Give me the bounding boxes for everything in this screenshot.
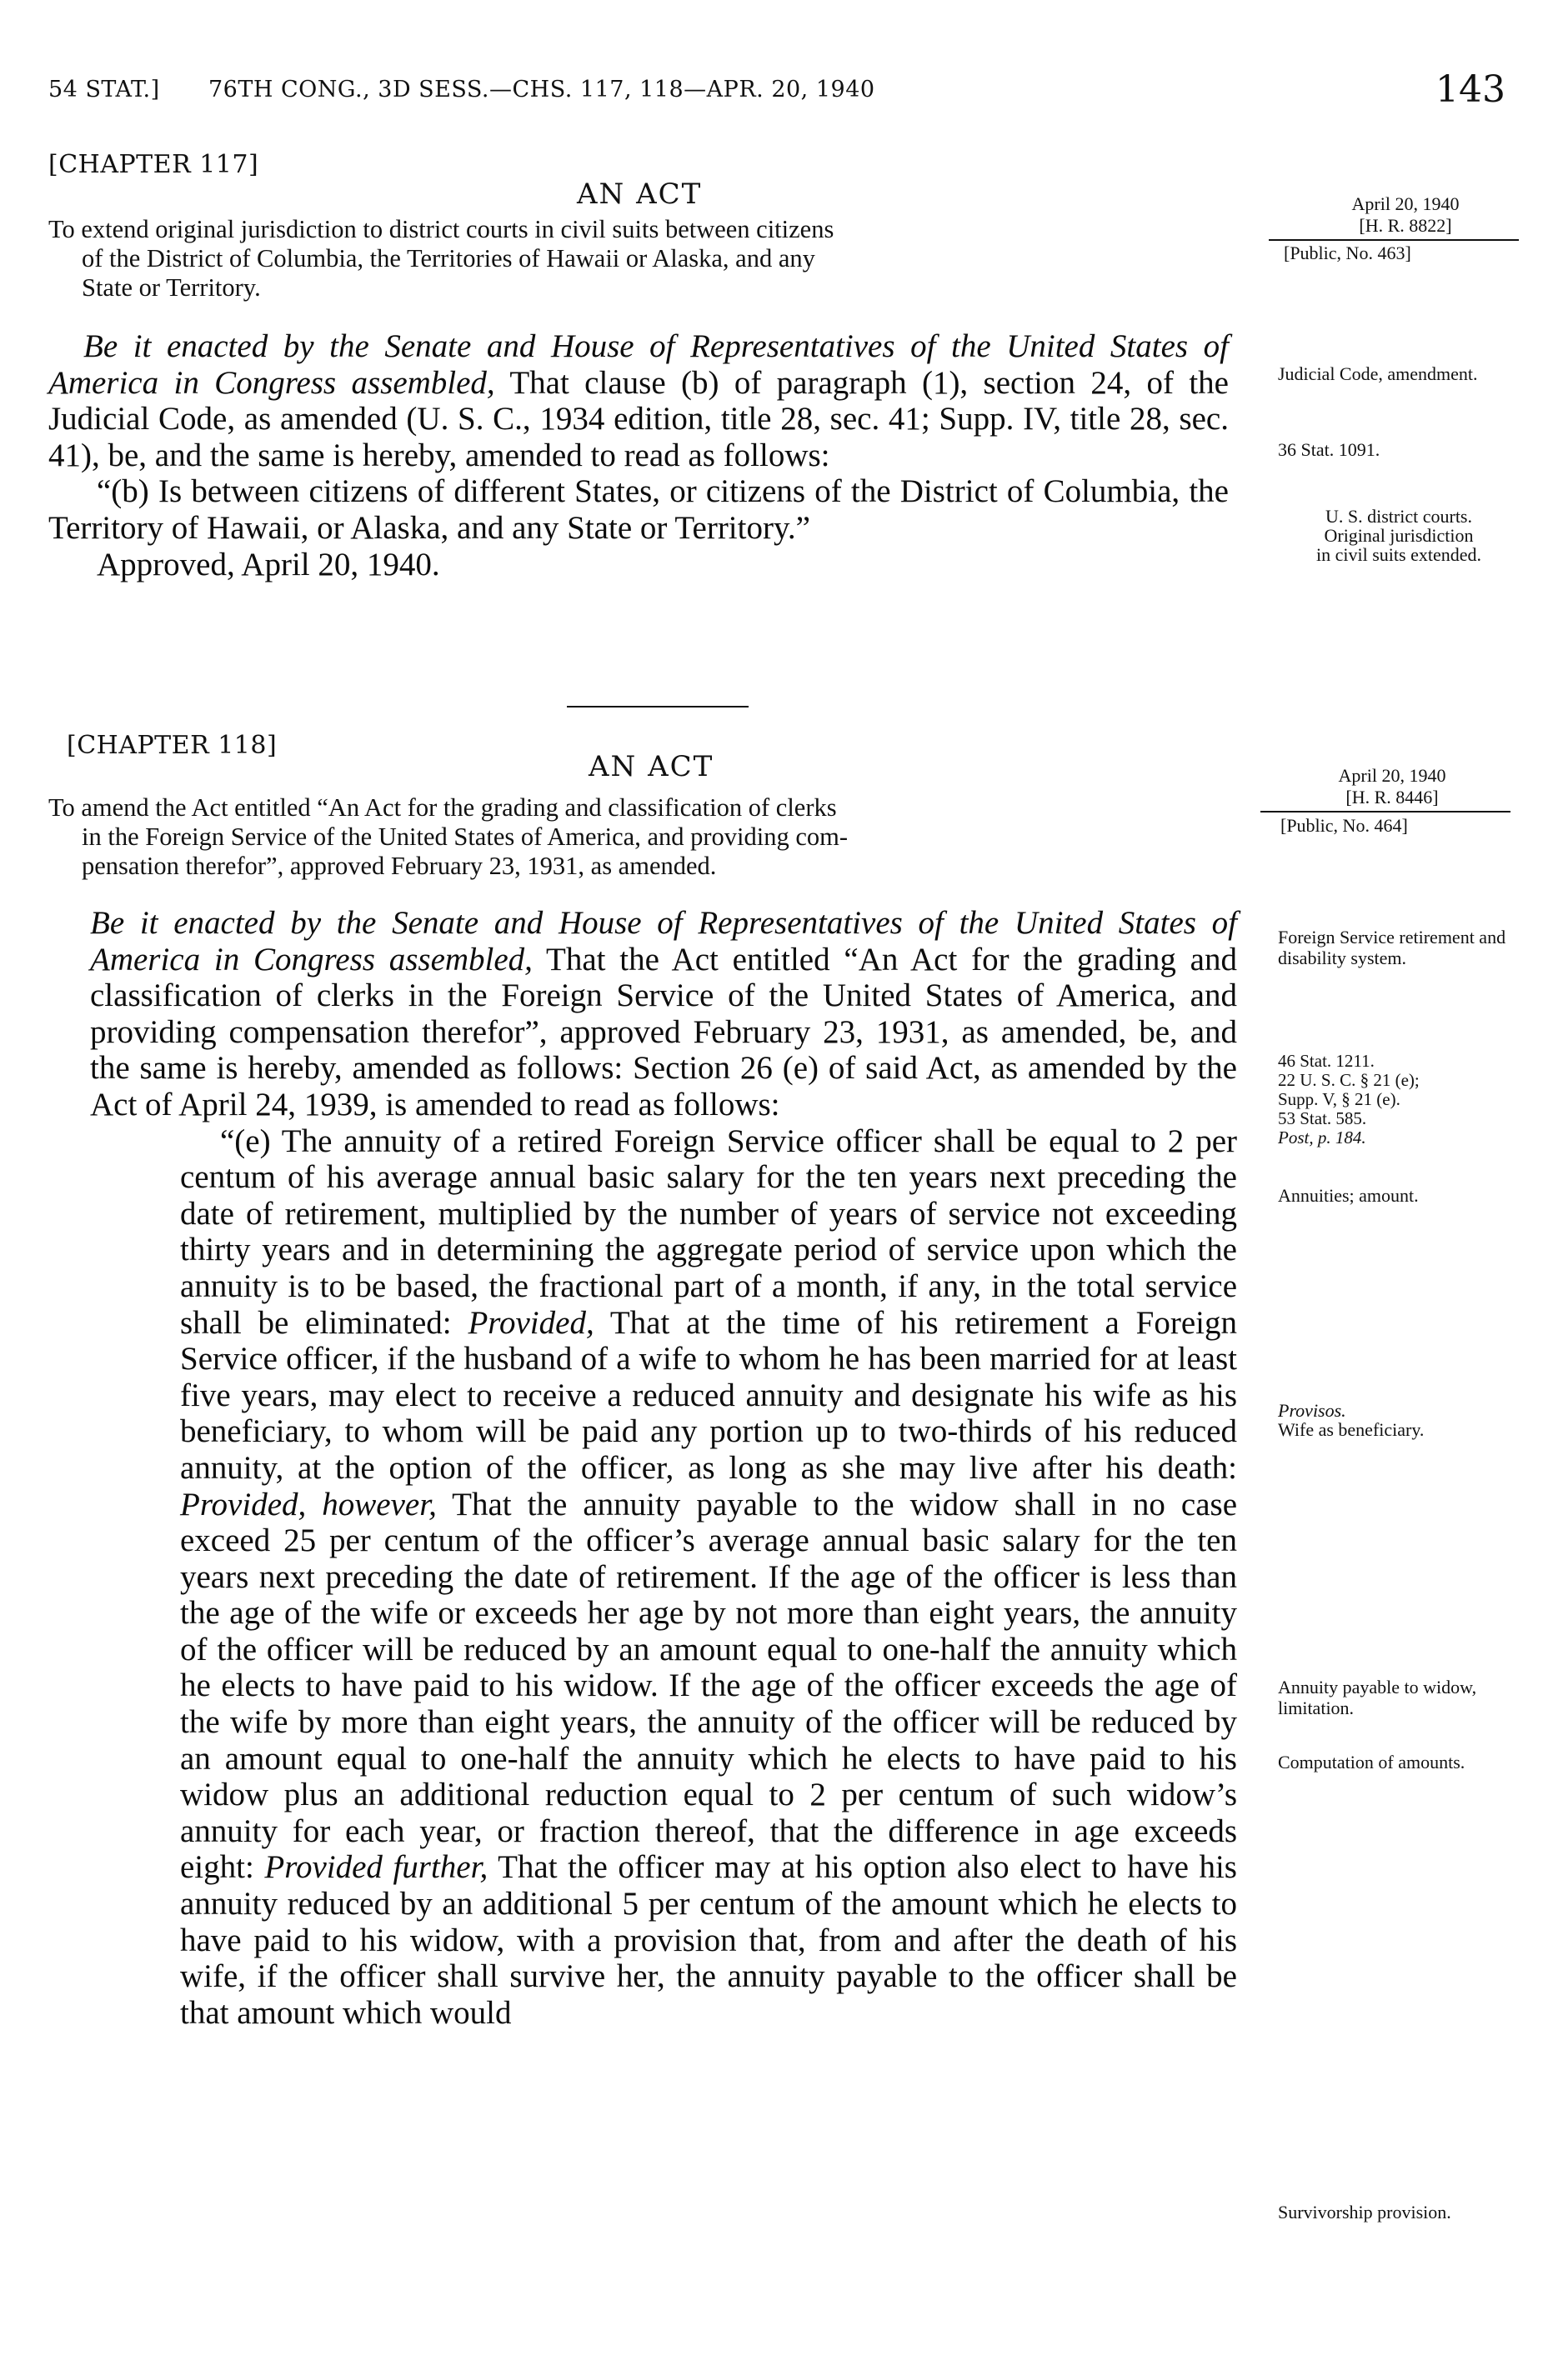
chapter-117-quote: “(b) Is between citizens of different States, or citizens of the District of Columbia, the Territory of Hawaii, or Alaska, and any State or Territory.” — [48, 473, 1229, 546]
chapter-separator-rule — [567, 706, 749, 708]
chapter-117-bill: [H. R. 8822] — [1359, 215, 1452, 236]
chapter-118-note-cite-46-stat: 46 Stat. 1211. — [1278, 1051, 1375, 1071]
chapter-117-enacting-lead: Be it enacted by the Senate and House of Representatives of the United States of America in Congress assembled, — [48, 328, 1229, 401]
chapter-118-title-line3: pensation therefor”, approved February 23, 1931, as amended. — [82, 852, 717, 880]
chapter-118-quote-part2: That at the time of his retirement a Foreign Service officer, if the husband of a wife to whom he has been married for at least five years, may elect to receive a reduced annuity and designate his wife as his beneficiary, to whom will be paid any portion up to two-thirds of his reduced annuity, at the option of the officer, as long as she may live after his death: — [180, 1304, 1237, 1486]
chapter-118-note-computation: Computation of amounts. — [1278, 1752, 1465, 1772]
chapter-118-note-annuity-widow: Annuity payable to widow, limitation. — [1278, 1677, 1477, 1718]
chapter-118-note-cite-22-usc: 22 U. S. C. § 21 (e); — [1278, 1070, 1420, 1090]
chapter-117-title — [48, 215, 1249, 302]
chapter-118-note-foreign-service: Foreign Service retirement and disability system. — [1278, 927, 1506, 968]
page-number: 143 — [1435, 68, 1505, 111]
chapter-117-bill-rule — [1269, 239, 1519, 241]
chapter-117-act-heading: AN ACT — [577, 178, 703, 211]
chapter-117-title-line2: of the District of Columbia, the Territories of Hawaii or Alaska, and any — [82, 244, 815, 272]
chapter-118-provided-2: Provided, however, — [180, 1486, 437, 1522]
chapter-117-note-district-courts: U. S. district courts. — [1325, 506, 1472, 527]
chapter-118-note-cite-supp: Supp. V, § 21 (e). — [1278, 1089, 1400, 1109]
chapter-118-note-cite-post: Post, p. 184. — [1278, 1128, 1366, 1148]
chapter-118-quote-part1: “(e) The annuity of a retired Foreign Service officer shall be equal to 2 per centum of his average annual basic salary for the ten years next preceding the date of retirement, multiplied by the number of years of service not exceeding thirty years and in determining the aggregate period of service upon which the annuity is to be based, the fractional part of a month, if any, in the total service shall be eliminated: — [180, 1122, 1237, 1341]
chapter-118-provided-1: Provided, — [468, 1304, 594, 1341]
chapter-117-note-stat-cite: 36 Stat. 1091. — [1278, 439, 1380, 460]
chapter-118-note-wife-beneficiary: Wife as beneficiary. — [1278, 1419, 1425, 1440]
chapter-118-note-provisos: Provisos. — [1278, 1400, 1346, 1421]
chapter-117-approved: Approved, April 20, 1940. — [97, 546, 440, 582]
chapter-118-quote-part3: That the annuity payable to the widow shall in no case exceed 25 per centum of the officer’s average annual basic salary for the ten years next preceding the date of retirement. If the age of the officer is less than the age of the wife or exceeds her age by not more than eight years, the annuity of the officer will be reduced by an amount equal to one-half the annuity which he elects to have paid to his widow. If the age of the officer exceeds the age of the wife by more than eight years, the annuity of the officer will be reduced by an amount equal to one-half the annuity which he elects to have paid to his widow plus an additional reduction equal to 2 per centum of such widow’s annuity for each year, or fraction thereof, that the difference in age exceeds eight: — [180, 1486, 1238, 1886]
chapter-117-enacting-text: That clause (b) of paragraph (1), section 24, of the Judicial Code, as amended (U. S. C., 1934 edition, title 28, sec. 41; Supp. IV, title 28, sec. 41), be, and the same is hereby, amended to read as follows: — [48, 364, 1229, 473]
chapter-118-label: [CHAPTER 118] — [67, 731, 278, 760]
chapter-118-enacting-clause — [90, 905, 1237, 1123]
chapter-118-note-survivorship: Survivorship provision. — [1278, 2202, 1451, 2222]
chapter-118-enacting-text: That the Act entitled “An Act for the grading and classification of clerks in the Foreign Service of the United States of America, and providing compensation therefor”, approved February 23, 1931, as amended, be, and the same is hereby, amended as follows: Section 26 (e) of said Act, as amended by the Act of April 24, 1939, is amended to read as follows: — [90, 941, 1237, 1122]
chapter-118-bill-rule — [1260, 811, 1510, 812]
header-session-line: 76TH CONG., 3D SESS.—CHS. 117, 118—APR. 20, 1940 — [208, 77, 875, 102]
chapter-117-body — [48, 328, 1229, 582]
chapter-117-note-original-jurisdiction: Original jurisdiction — [1324, 525, 1474, 546]
chapter-118-enacting-lead: Be it enacted by the Senate and House of Representatives of the United States of America in Congress assembled, — [90, 905, 1237, 978]
chapter-118-act-heading: AN ACT — [589, 750, 714, 783]
chapter-118-public-number: [Public, No. 464] — [1280, 815, 1408, 836]
chapter-117-note-judicial-code: Judicial Code, amendment. — [1278, 363, 1478, 384]
chapter-118-amended-section-e — [90, 1123, 1237, 2032]
chapter-117-date: April 20, 1940 — [1351, 193, 1460, 214]
chapter-118-date: April 20, 1940 — [1338, 765, 1446, 786]
chapter-117-title-line3: State or Territory. — [82, 273, 261, 302]
chapter-118-title-line2: in the Foreign Service of the United States of America, and providing com- — [82, 822, 849, 851]
chapter-118-quote-part4: That the officer may at his option also elect to have his annuity reduced by an additional 5 per centum of the amount which he elects to have paid to his widow, with a provision that, from and after the death of his wife, if the officer shall survive her, the annuity payable to the officer shall be that amount which would — [180, 1849, 1237, 2031]
chapter-117-enacting-clause — [48, 328, 1229, 473]
chapter-117-title-line1: To extend original jurisdiction to district courts in civil suits between citizens — [48, 215, 834, 243]
chapter-118-bill: [H. R. 8446] — [1345, 787, 1439, 808]
header-stat-volume: 54 STAT.] — [48, 77, 160, 102]
chapter-118-body — [90, 905, 1237, 2031]
chapter-118-provided-3: Provided further, — [264, 1849, 488, 1886]
chapter-118-note-cite-53-stat: 53 Stat. 585. — [1278, 1108, 1367, 1128]
chapter-118-note-annuities: Annuities; amount. — [1278, 1185, 1419, 1206]
chapter-117-public-number: [Public, No. 463] — [1284, 242, 1411, 263]
chapter-118-title-line1: To amend the Act entitled “An Act for the grading and classification of clerks — [48, 793, 837, 822]
chapter-118-title — [48, 793, 1249, 881]
chapter-117-note-civil-suits: in civil suits extended. — [1316, 544, 1481, 565]
chapter-117-label: [CHAPTER 117] — [48, 150, 259, 179]
